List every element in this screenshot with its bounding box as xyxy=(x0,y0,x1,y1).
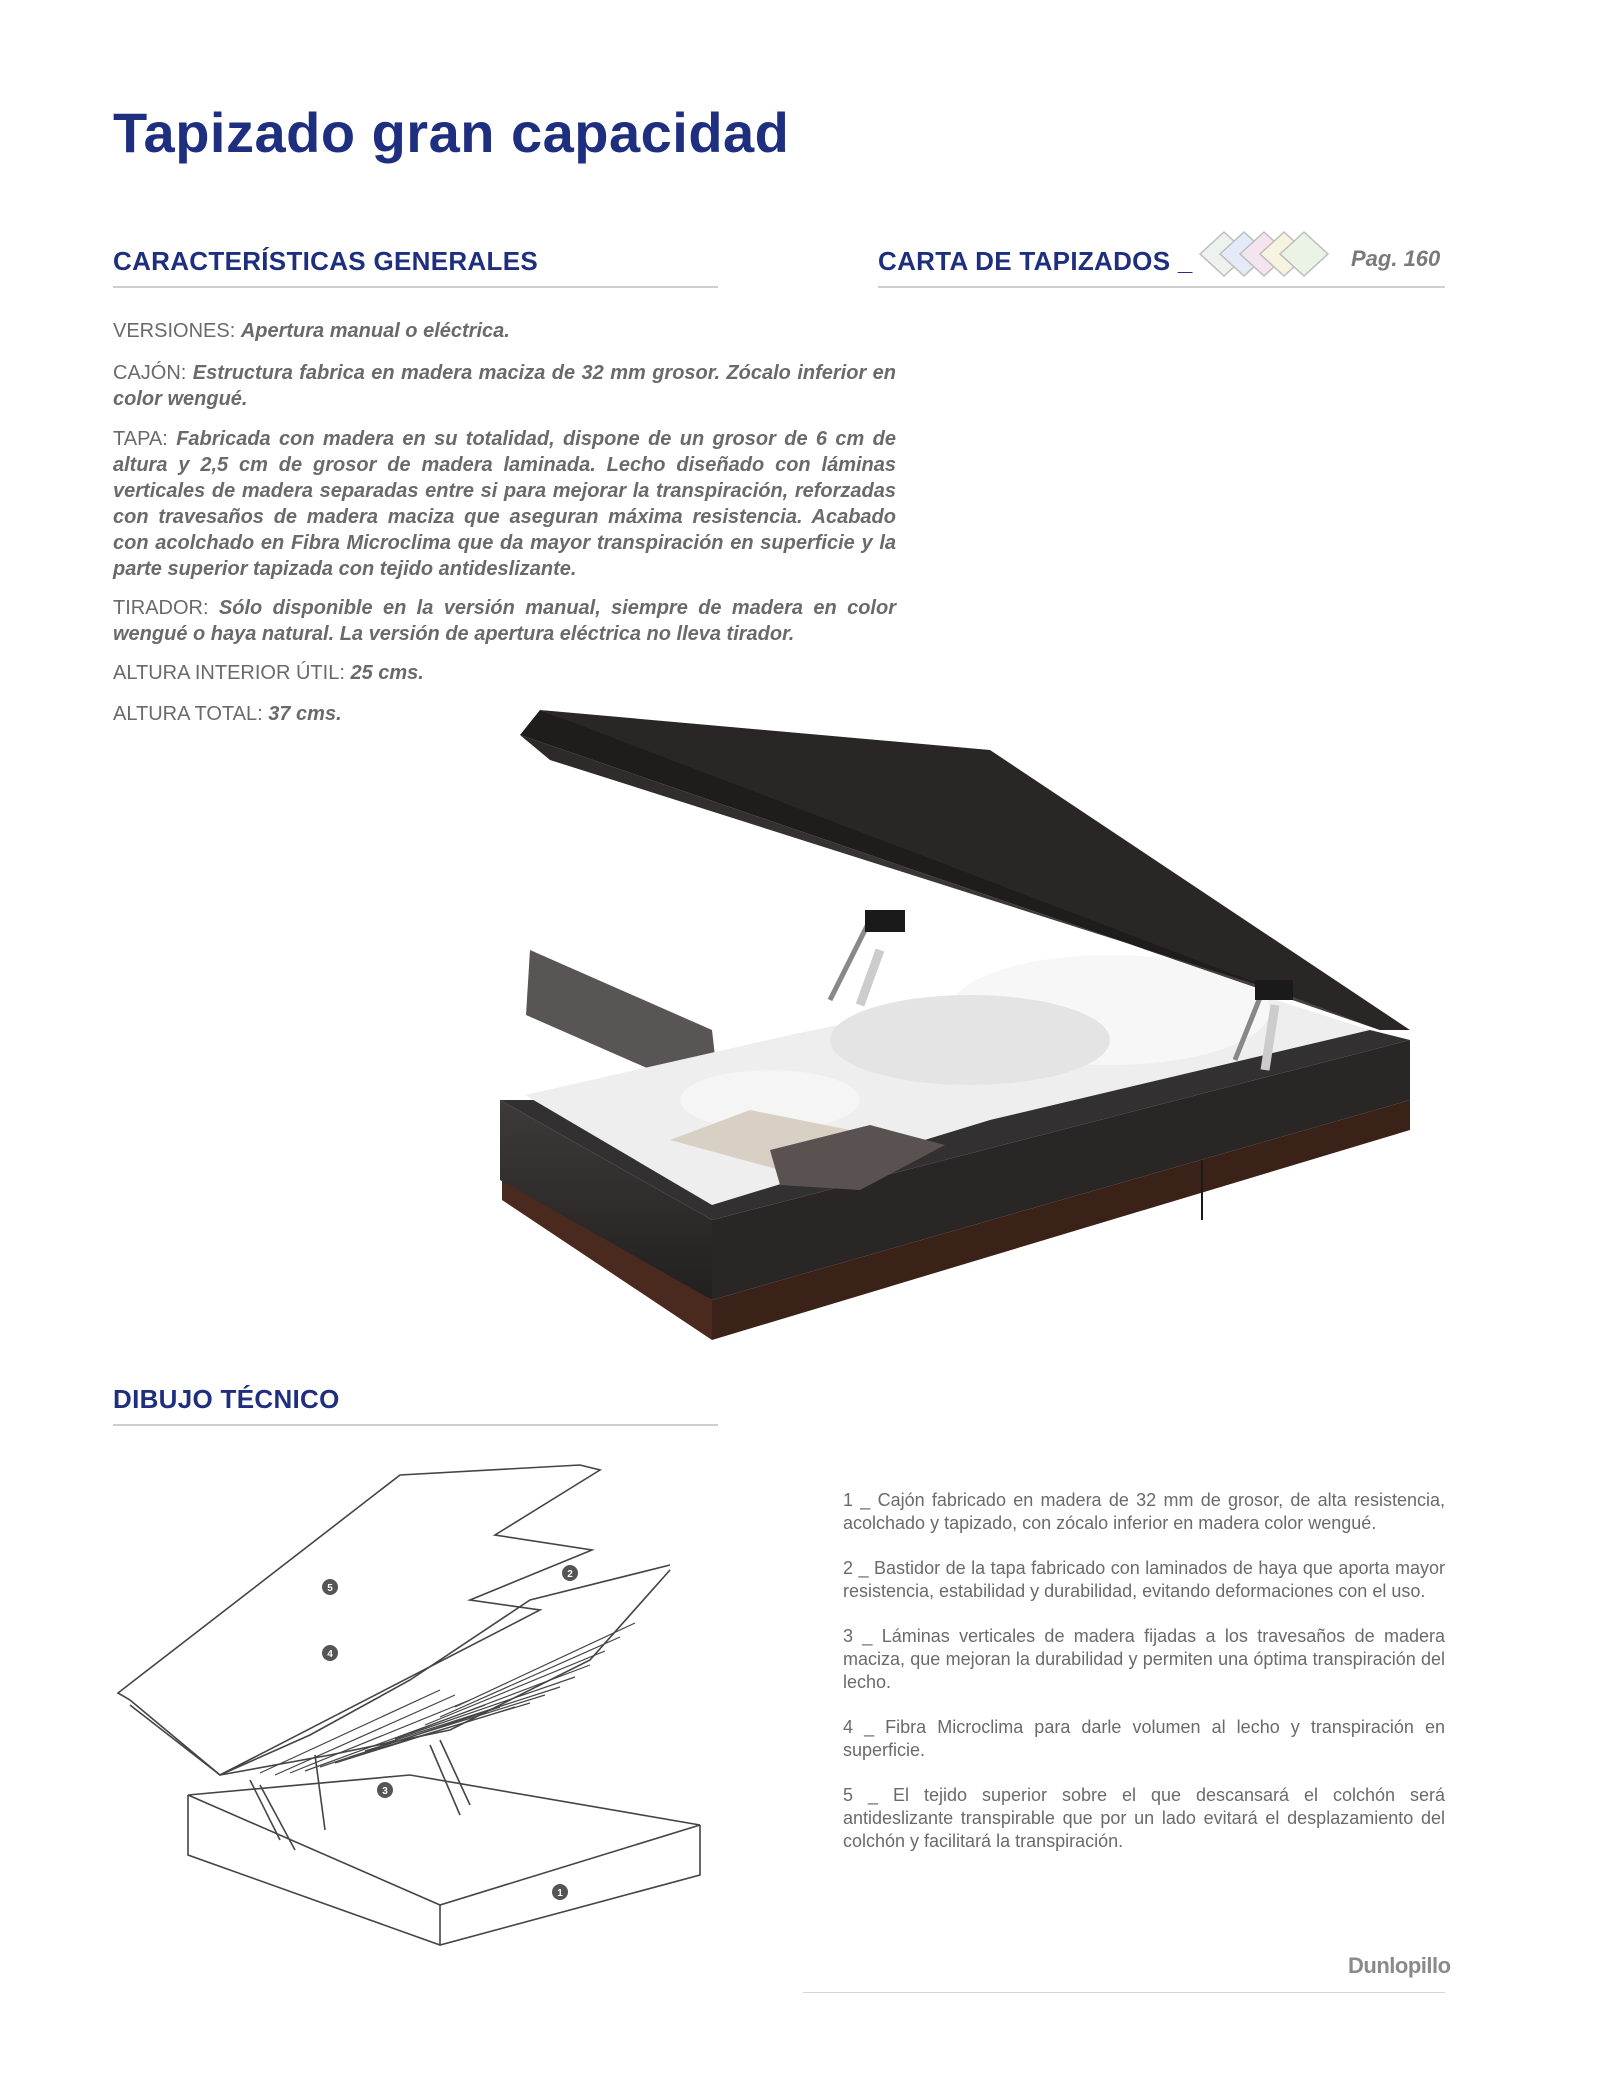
section-heading-general: CARACTERÍSTICAS GENERALES xyxy=(113,246,538,276)
spec-handle: TIRADOR: Sólo disponible en la versión manual, siempre de madera en color wengué o haya natural. La versión de apertura eléctrica no lleva tirador. xyxy=(113,597,896,645)
spec-total-height: ALTURA TOTAL: 37 cms. xyxy=(113,703,342,725)
divider-technical xyxy=(113,1424,718,1426)
divider-upholstery xyxy=(878,286,1445,288)
fabric-swatches-icon xyxy=(1190,226,1340,282)
footer-divider xyxy=(803,1992,1445,1993)
note-4: 4 _ Fibra Microclima para darle volumen al lecho y transpiración en superficie. xyxy=(843,1717,1445,1760)
spec-versions: VERSIONES: Apertura manual o eléctrica. xyxy=(113,320,510,342)
marker-5: 5 xyxy=(327,1583,333,1594)
page-reference: Pag. 160 xyxy=(1351,246,1441,271)
bed-product-image xyxy=(490,700,1420,1350)
technical-notes xyxy=(843,1489,1445,1875)
note-1: 1 _ Cajón fabricado en madera de 32 mm de grosor, de alta resistencia, acolchado y tapizado, con zócalo inferior en madera color wengué. xyxy=(843,1490,1445,1533)
spec-interior-height: ALTURA INTERIOR ÚTIL: 25 cms. xyxy=(113,662,424,684)
technical-drawing xyxy=(110,1455,730,1955)
spec-drawer: CAJÓN: Estructura fabrica en madera maciza de 32 mm grosor. Zócalo inferior en color wengué. xyxy=(113,362,896,410)
divider-general xyxy=(113,286,718,288)
note-5: 5 _ El tejido superior sobre el que descansará el colchón será antideslizante transpirable que por un lado evitará el desplazamiento del colchón y facilitará la transpiración. xyxy=(843,1785,1445,1851)
brand-logo: Dunlopillo xyxy=(1348,1953,1451,1978)
spec-lid: TAPA: Fabricada con madera en su totalidad, dispone de un grosor de 6 cm de altura y 2,5 cm de grosor de madera laminada. Lecho diseñado con láminas verticales de madera separadas entre si para mejorar la transpiración, reforzadas con travesaños de madera maciza que aseguran máxima resistencia. Acabado con acolchado en Fibra Microclima que da mayor transpiración en superficie y la parte superior tapizada con tejido antideslizante. xyxy=(113,428,896,580)
section-heading-technical: DIBUJO TÉCNICO xyxy=(113,1384,340,1414)
marker-4: 4 xyxy=(327,1649,333,1660)
page-title: Tapizado gran capacidad xyxy=(113,101,790,164)
note-3: 3 _ Láminas verticales de madera fijadas a los travesaños de madera maciza, que mejoran la durabilidad y permiten una óptima transpiración del lecho. xyxy=(843,1626,1445,1692)
marker-2: 2 xyxy=(567,1569,573,1580)
marker-1: 1 xyxy=(557,1888,563,1899)
section-heading-upholstery: CARTA DE TAPIZADOS _ xyxy=(878,246,1193,276)
marker-3: 3 xyxy=(382,1786,388,1797)
note-2: 2 _ Bastidor de la tapa fabricado con laminados de haya que aporta mayor resistencia, estabilidad y durabilidad, evitando deformaciones con el uso. xyxy=(843,1558,1445,1601)
